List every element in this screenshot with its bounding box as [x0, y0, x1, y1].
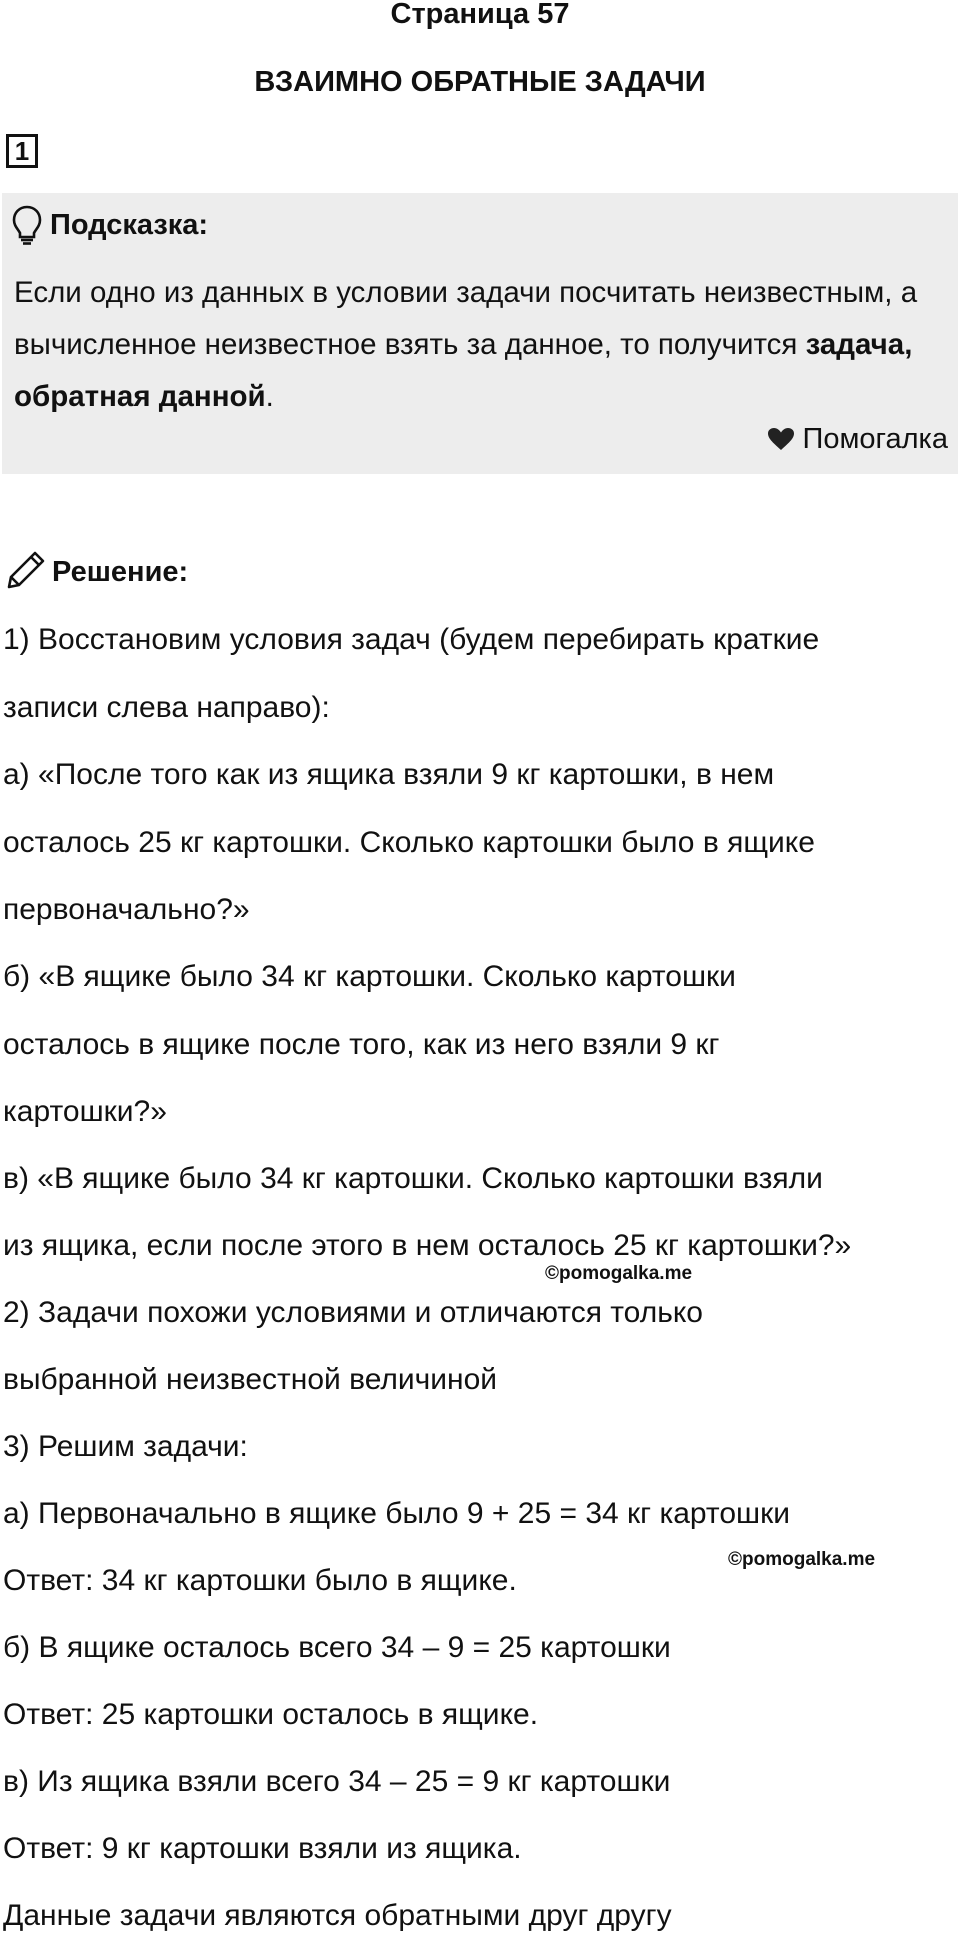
solution-header — [6, 548, 188, 596]
solution-line: 1) Восстановим условия задач (будем перебирать краткие — [3, 623, 820, 656]
solution-line: Ответ: 25 картошки осталось в ящике. — [3, 1698, 539, 1731]
solution-line: выбранной неизвестной величиной — [3, 1363, 498, 1396]
watermark: ©pomogalka.me — [545, 1263, 693, 1284]
solution-line: Ответ: 34 кг картошки было в ящике. — [3, 1564, 517, 1597]
task-number-box: 1 — [6, 134, 38, 168]
solution-line: первоначально?» — [3, 893, 250, 926]
solution-line: из ящика, если после этого в нем осталось 25 кг картошки?» — [3, 1229, 852, 1262]
solution-line: Ответ: 9 кг картошки взяли из ящика. — [3, 1832, 522, 1865]
solution-line: б) В ящике осталось всего 34 – 9 = 25 картошки — [3, 1631, 671, 1664]
hint-text-end: . — [265, 380, 274, 413]
hint-brand — [767, 419, 948, 459]
hint-header — [12, 203, 208, 247]
hint-title: Подсказка: — [50, 208, 209, 241]
solution-line: осталось 25 кг картошки. Сколько картошки было в ящике — [3, 826, 815, 859]
solution-title: Решение: — [52, 555, 189, 588]
watermark: ©pomogalka.me — [728, 1549, 876, 1570]
solution-line: а) «После того как из ящика взяли 9 кг картошки, в нем — [3, 758, 775, 791]
solution-line: б) «В ящике было 34 кг картошки. Сколько картошки — [3, 960, 736, 993]
section-title: ВЗАИМНО ОБРАТНЫЕ ЗАДАЧИ — [254, 66, 706, 98]
brand-name: Помогалка — [802, 422, 948, 455]
heart-icon — [767, 427, 803, 451]
solution-line: а) Первоначально в ящике было 9 + 25 = 34 кг картошки — [3, 1497, 790, 1530]
hint-text-main: Если одно из данных в условии задачи посчитать неизвестным, а вычисленное неизвестное взять за данное, то получится — [14, 276, 918, 361]
hint-box — [2, 193, 958, 474]
solution-line: 2) Задачи похожи условиями и отличаются только — [3, 1296, 703, 1329]
solution-line: осталось в ящике после того, как из него взяли 9 кг — [3, 1028, 720, 1061]
solution-line: записи слева направо): — [3, 691, 330, 724]
hint-text-bold: задача, обратная данной — [14, 328, 913, 413]
solution-line: в) «В ящике было 34 кг картошки. Сколько картошки взяли — [3, 1162, 823, 1195]
solution-line: в) Из ящика взяли всего 34 – 25 = 9 кг картошки — [3, 1765, 671, 1798]
pencil-icon — [6, 550, 46, 595]
solution-line: Данные задачи являются обратными друг другу — [3, 1899, 672, 1932]
page-title: Страница 57 — [390, 0, 570, 30]
solution-line: картошки?» — [3, 1095, 167, 1128]
lightbulb-icon — [12, 205, 42, 245]
hint-text — [14, 267, 949, 423]
solution-line: 3) Решим задачи: — [3, 1430, 248, 1463]
